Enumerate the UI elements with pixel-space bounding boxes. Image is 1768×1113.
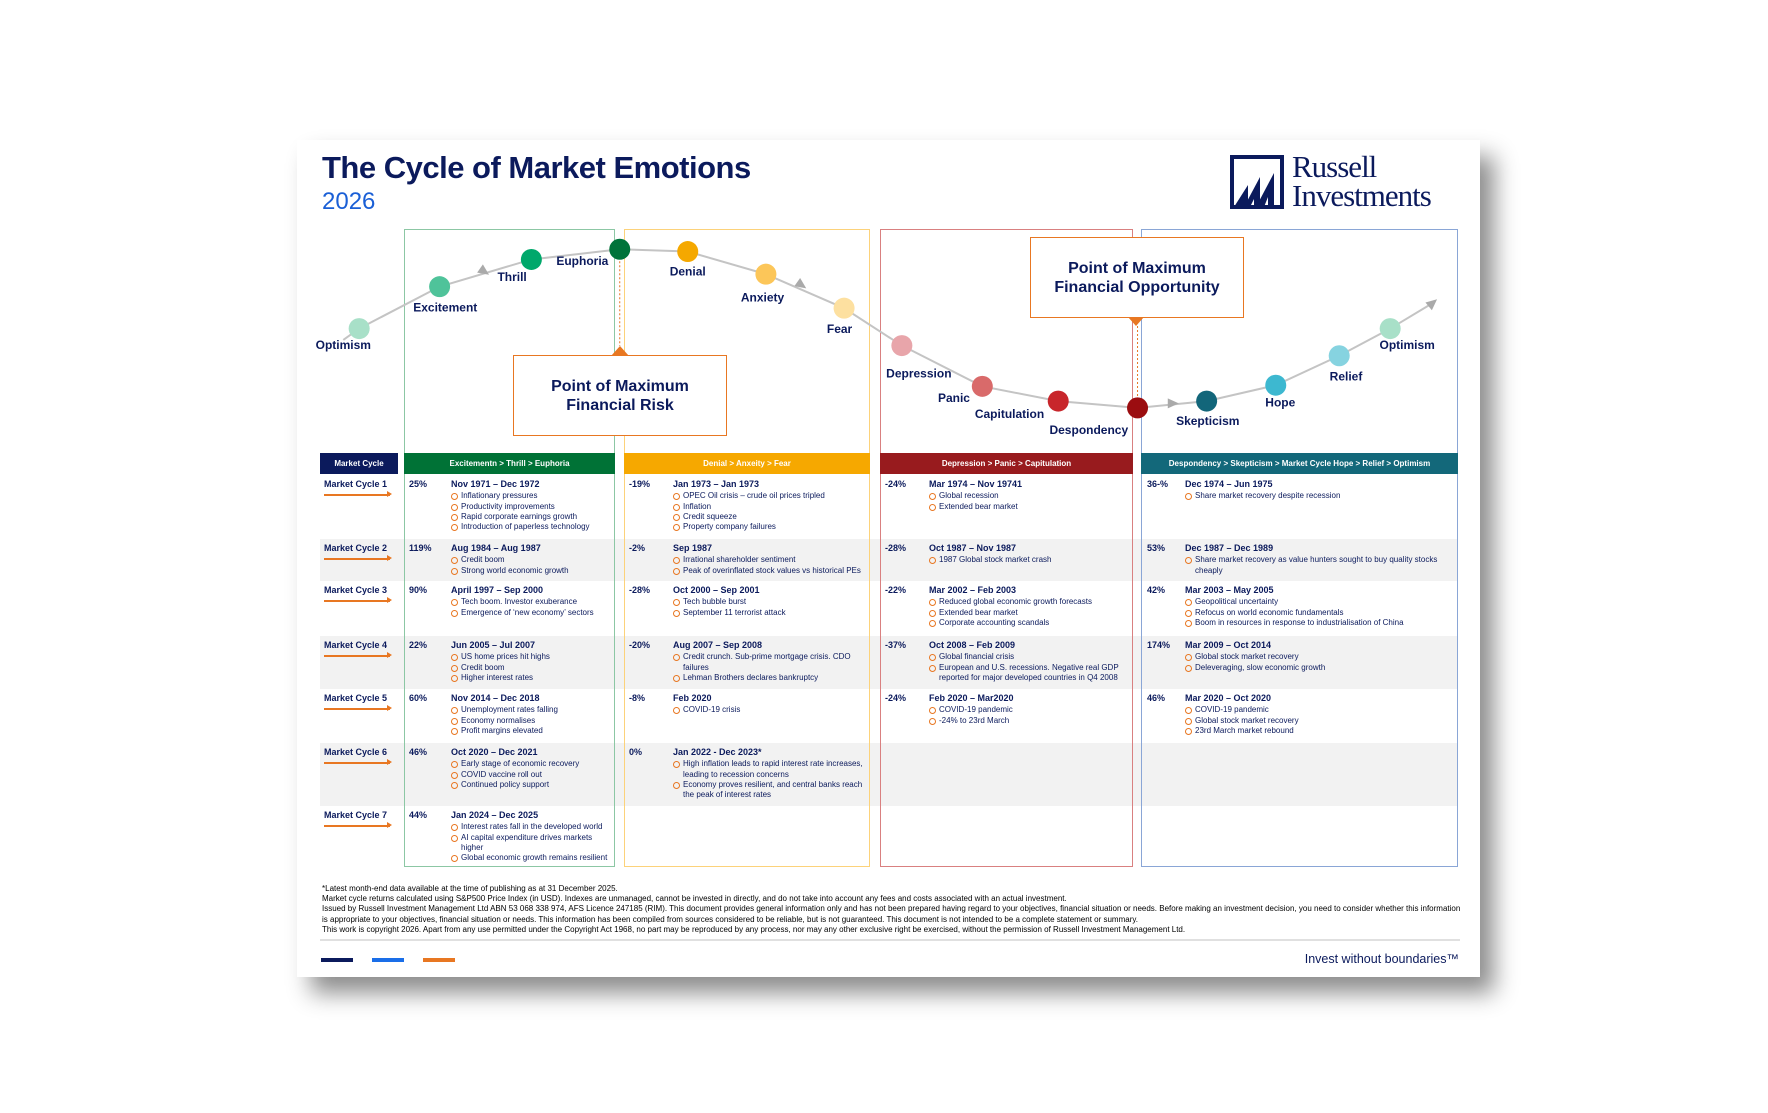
brand-dash-orange <box>423 958 455 962</box>
stage-label: Euphoria <box>556 254 609 269</box>
cycle-return: -22% <box>885 585 907 595</box>
stage-label: Thrill <box>497 269 527 284</box>
cycle-event: 23rd March market rebound <box>1185 726 1455 736</box>
disclaimer-line: Issued by Russell Investment Management Ltd ABN 53 068 338 974, AFS Licence 247185 (RIM). This document provides general information only and has not been prepared having regard to your objectives, financial situation or needs. Before making an investment decision, you need to consider whether this information is appropriate to your objectives, financial situation or needs. This information has been compiled from sources considered to be reliable, but is not guaranteed. This document is not intended to be a complete statement or summary. <box>322 904 1461 924</box>
cycle-event: Unemployment rates falling <box>451 705 611 715</box>
cycle-event: AI capital expenditure drives markets higher <box>451 833 611 854</box>
market-cycle-name: Market Cycle 6 <box>324 747 388 757</box>
stage-marker <box>521 249 542 270</box>
cycle-event: Rapid corporate earnings growth <box>451 512 611 522</box>
cycle-return: 174% <box>1147 640 1171 650</box>
cycle-period: Mar 2003 – May 2005 <box>1185 585 1274 595</box>
cycle-period: Aug 1984 – Aug 1987 <box>451 543 541 553</box>
cycle-event: Lehman Brothers declares bankruptcy <box>673 673 865 683</box>
market-cycle-name: Market Cycle 3 <box>324 585 388 595</box>
cycle-period: Jun 2005 – Jul 2007 <box>451 640 536 650</box>
cycle-return: -28% <box>885 543 907 553</box>
cycle-return: 119% <box>409 543 432 553</box>
footer-divider <box>320 939 1460 941</box>
market-cycle-name: Market Cycle 7 <box>324 810 388 820</box>
cycle-period: Jan 2022 - Dec 2023* <box>673 747 762 757</box>
cycle-return: -19% <box>629 479 651 489</box>
cycle-return: 60% <box>409 693 428 703</box>
cycle-period: Feb 2020 <box>673 693 712 703</box>
cycle-event: Continued policy support <box>451 780 611 790</box>
cycle-return: 90% <box>409 585 428 595</box>
cycle-event: Credit boom <box>451 663 611 673</box>
cycle-period: Feb 2020 – Mar2020 <box>929 693 1014 703</box>
stage-marker <box>349 318 370 339</box>
stage-marker <box>1329 345 1350 366</box>
logo-text-line2: Investments <box>1292 178 1431 213</box>
stage-label: Skepticism <box>1176 413 1240 428</box>
cycle-event: September 11 terrorist attack <box>673 608 865 618</box>
disclaimer-line: *Latest month-end data available at the time of publishing as at 31 December 2025. <box>322 884 618 893</box>
stage-marker <box>755 264 776 285</box>
cycle-event: Profit margins elevated <box>451 726 611 736</box>
cycle-period: Mar 2020 – Oct 2020 <box>1185 693 1272 703</box>
market-cycle-header: Market Cycle <box>320 453 398 474</box>
market-cycle-name: Market Cycle 4 <box>324 640 388 650</box>
cycle-event: Interest rates fall in the developed world <box>451 822 611 832</box>
page-year: 2026 <box>322 188 376 215</box>
stage-marker <box>972 376 993 397</box>
cycle-event: Corporate accounting scandals <box>929 618 1129 628</box>
cycle-period: Aug 2007 – Sep 2008 <box>673 640 763 650</box>
phase-column-header: Denial > Anxeity > Fear <box>624 453 870 474</box>
cycle-event: Strong world economic growth <box>451 566 611 576</box>
cycle-event: COVID-19 crisis <box>673 705 865 715</box>
cycle-event: Peak of overinflated stock values vs historical PEs <box>673 566 865 576</box>
disclaimer-line: This work is copyright 2026. Apart from any use permitted under the Copyright Act 1968, no part may be reproduced by any process, nor may any other exclusive right be exercised, without the permission of Russell Investment Management Ltd. <box>322 924 1186 934</box>
stage-label: Denial <box>669 264 706 279</box>
cycle-return: 53% <box>1147 543 1166 553</box>
cycle-return: 46% <box>1147 693 1166 703</box>
footer-disclaimer <box>322 884 1462 935</box>
cycle-period: April 1997 – Sep 2000 <box>451 585 544 595</box>
cycle-event: Global stock market recovery <box>1185 716 1455 726</box>
cycle-event: Property company failures <box>673 522 865 532</box>
cycle-return: 42% <box>1147 585 1166 595</box>
tagline: Invest without boundaries™ <box>1304 952 1459 966</box>
stage-label: Optimism <box>1379 337 1435 352</box>
cycle-event: Deleveraging, slow economic growth <box>1185 663 1455 673</box>
cycle-event: COVID-19 pandemic <box>929 705 1129 715</box>
cycle-event: High inflation leads to rapid interest rate increases, leading to recession concerns <box>673 759 865 780</box>
cycle-period: Nov 1971 – Dec 1972 <box>451 479 540 489</box>
cycle-event: Credit boom <box>451 555 611 565</box>
cycle-event: Higher interest rates <box>451 673 611 683</box>
cycle-event: Global financial crisis <box>929 652 1129 662</box>
cycle-event: Inflationary pressures <box>451 491 611 501</box>
cycle-period: Mar 1974 – Nov 19741 <box>929 479 1023 489</box>
cycle-return: -2% <box>629 543 646 553</box>
cycle-event: OPEC Oil crisis – crude oil prices tripled <box>673 491 865 501</box>
stage-label: Optimism <box>315 337 371 352</box>
cycle-event: Early stage of economic recovery <box>451 759 611 769</box>
cycle-period: Jan 1973 – Jan 1973 <box>673 479 760 489</box>
stage-label: Relief <box>1329 369 1363 384</box>
stage-label: Despondency <box>1049 422 1129 437</box>
stage-marker <box>891 335 912 356</box>
stage-label: Fear <box>826 322 853 337</box>
cycle-period: Jan 2024 – Dec 2025 <box>451 810 539 820</box>
cycle-period: Oct 2000 – Sep 2001 <box>673 585 760 595</box>
cycle-event: 1987 Global stock market crash <box>929 555 1129 565</box>
cycle-event: Tech boom. Investor exuberance <box>451 597 611 607</box>
phase-column-header: Despondency > Skepticism > Market Cycle Hope > Relief > Optimism <box>1141 453 1458 474</box>
cycle-return: -37% <box>885 640 907 650</box>
cycle-return: -24% <box>885 693 907 703</box>
cycle-return: -28% <box>629 585 651 595</box>
stage-marker <box>609 239 630 260</box>
cycle-period: Nov 2014 – Dec 2018 <box>451 693 540 703</box>
cycle-event: Economy proves resilient, and central banks reach the peak of interest rates <box>673 780 865 801</box>
cycle-event: Share market recovery despite recession <box>1185 491 1455 501</box>
cycle-period: Dec 1987 – Dec 1989 <box>1185 543 1274 553</box>
phase-column-header: Depression > Panic > Capitulation <box>880 453 1133 474</box>
stage-label: Hope <box>1265 395 1296 410</box>
cycle-event: Irrational shareholder sentiment <box>673 555 865 565</box>
phase-column-header: Excitementn > Thrill > Euphoria <box>404 453 615 474</box>
market-cycle-name: Market Cycle 1 <box>324 479 388 489</box>
cycle-event: COVID-19 pandemic <box>1185 705 1455 715</box>
brand-dash-navy <box>321 958 353 962</box>
max-opportunity-callout-text: Point of Maximum Financial Opportunity <box>1054 259 1220 296</box>
stage-marker <box>1127 397 1148 418</box>
cycle-return: -8% <box>629 693 646 703</box>
cycle-event: Global recession <box>929 491 1129 501</box>
cycle-period: Sep 1987 <box>673 543 713 553</box>
stage-label: Depression <box>886 366 952 381</box>
stage-label: Capitulation <box>974 407 1045 422</box>
cycle-event: Economy normalises <box>451 716 611 726</box>
cycle-event: COVID vaccine roll out <box>451 770 611 780</box>
cycle-event: Share market recovery as value hunters sought to buy quality stocks cheaply <box>1185 555 1455 576</box>
cycle-return: 25% <box>409 479 428 489</box>
cycle-return: 0% <box>629 747 643 757</box>
cycle-event: Introduction of paperless technology <box>451 522 611 532</box>
cycle-event: Extended bear market <box>929 608 1129 618</box>
cycle-event: Boom in resources in response to industrialisation of China <box>1185 618 1455 628</box>
opportunity-callout-pointer <box>1128 317 1144 326</box>
cycle-event: Productivity improvements <box>451 502 611 512</box>
cycle-event: Credit crunch. Sub-prime mortgage crisis. CDO failures <box>673 652 865 673</box>
stage-marker <box>1265 375 1286 396</box>
stage-marker <box>834 298 855 319</box>
stage-marker <box>1380 318 1401 339</box>
cycle-event: Reduced global economic growth forecasts <box>929 597 1129 607</box>
cycle-period: Mar 2009 – Oct 2014 <box>1185 640 1272 650</box>
max-opportunity-callout <box>1030 237 1244 318</box>
cycle-return: -20% <box>629 640 651 650</box>
risk-callout-pointer <box>611 346 629 356</box>
stage-label: Anxiety <box>740 290 785 305</box>
cycle-return: 44% <box>409 810 428 820</box>
cycle-event: Global economic growth remains resilient <box>451 853 611 863</box>
stage-label: Panic <box>937 391 970 406</box>
cycle-return: 22% <box>409 640 428 650</box>
cycle-event: Inflation <box>673 502 865 512</box>
max-risk-callout <box>513 355 727 436</box>
cycle-return: -24% <box>885 479 907 489</box>
cycle-return: 46% <box>409 747 428 757</box>
cycle-event: US home prices hit highs <box>451 652 611 662</box>
max-risk-callout-text: Point of Maximum Financial Risk <box>551 377 689 414</box>
arrowhead-icon <box>1168 398 1179 408</box>
cycle-event: Emergence of ‘new economy’ sectors <box>451 608 611 618</box>
cycle-event: Geopolitical uncertainty <box>1185 597 1455 607</box>
cycle-event: Refocus on world economic fundamentals <box>1185 608 1455 618</box>
cycle-event: Global stock market recovery <box>1185 652 1455 662</box>
cycle-period: Oct 2020 – Dec 2021 <box>451 747 538 757</box>
cycle-period: Mar 2002 – Feb 2003 <box>929 585 1017 595</box>
cycle-return: 36-% <box>1147 479 1169 489</box>
stage-marker <box>1048 391 1069 412</box>
stage-marker <box>429 276 450 297</box>
logo-text-line1: Russell <box>1292 149 1377 184</box>
cycle-event: Tech bubble burst <box>673 597 865 607</box>
disclaimer-line: Market cycle returns calculated using S&P500 Price Index (in USD). Indexes are unmanaged, cannot be invested in directly, and do not take into account any fees and costs associated with an actual investment. <box>322 894 1067 904</box>
cycle-period: Oct 2008 – Feb 2009 <box>929 640 1016 650</box>
market-cycle-name: Market Cycle 2 <box>324 543 388 553</box>
arrowhead-icon <box>1425 295 1440 310</box>
cycle-event: -24% to 23rd March <box>929 716 1129 726</box>
cycle-event: Extended bear market <box>929 502 1129 512</box>
cycle-period: Dec 1974 – Jun 1975 <box>1185 479 1273 489</box>
cycle-event: European and U.S. recessions. Negative real GDP reported for major developed countries in Q4 2008 <box>929 663 1129 684</box>
stage-marker <box>677 241 698 262</box>
page-title: The Cycle of Market Emotions <box>322 150 751 185</box>
cycle-period: Oct 1987 – Nov 1987 <box>929 543 1017 553</box>
brand-dash-blue <box>372 958 404 962</box>
market-cycle-name: Market Cycle 5 <box>324 693 388 703</box>
stage-label: Excitement <box>413 300 478 315</box>
stage-marker <box>1196 391 1217 412</box>
cycle-event: Credit squeeze <box>673 512 865 522</box>
